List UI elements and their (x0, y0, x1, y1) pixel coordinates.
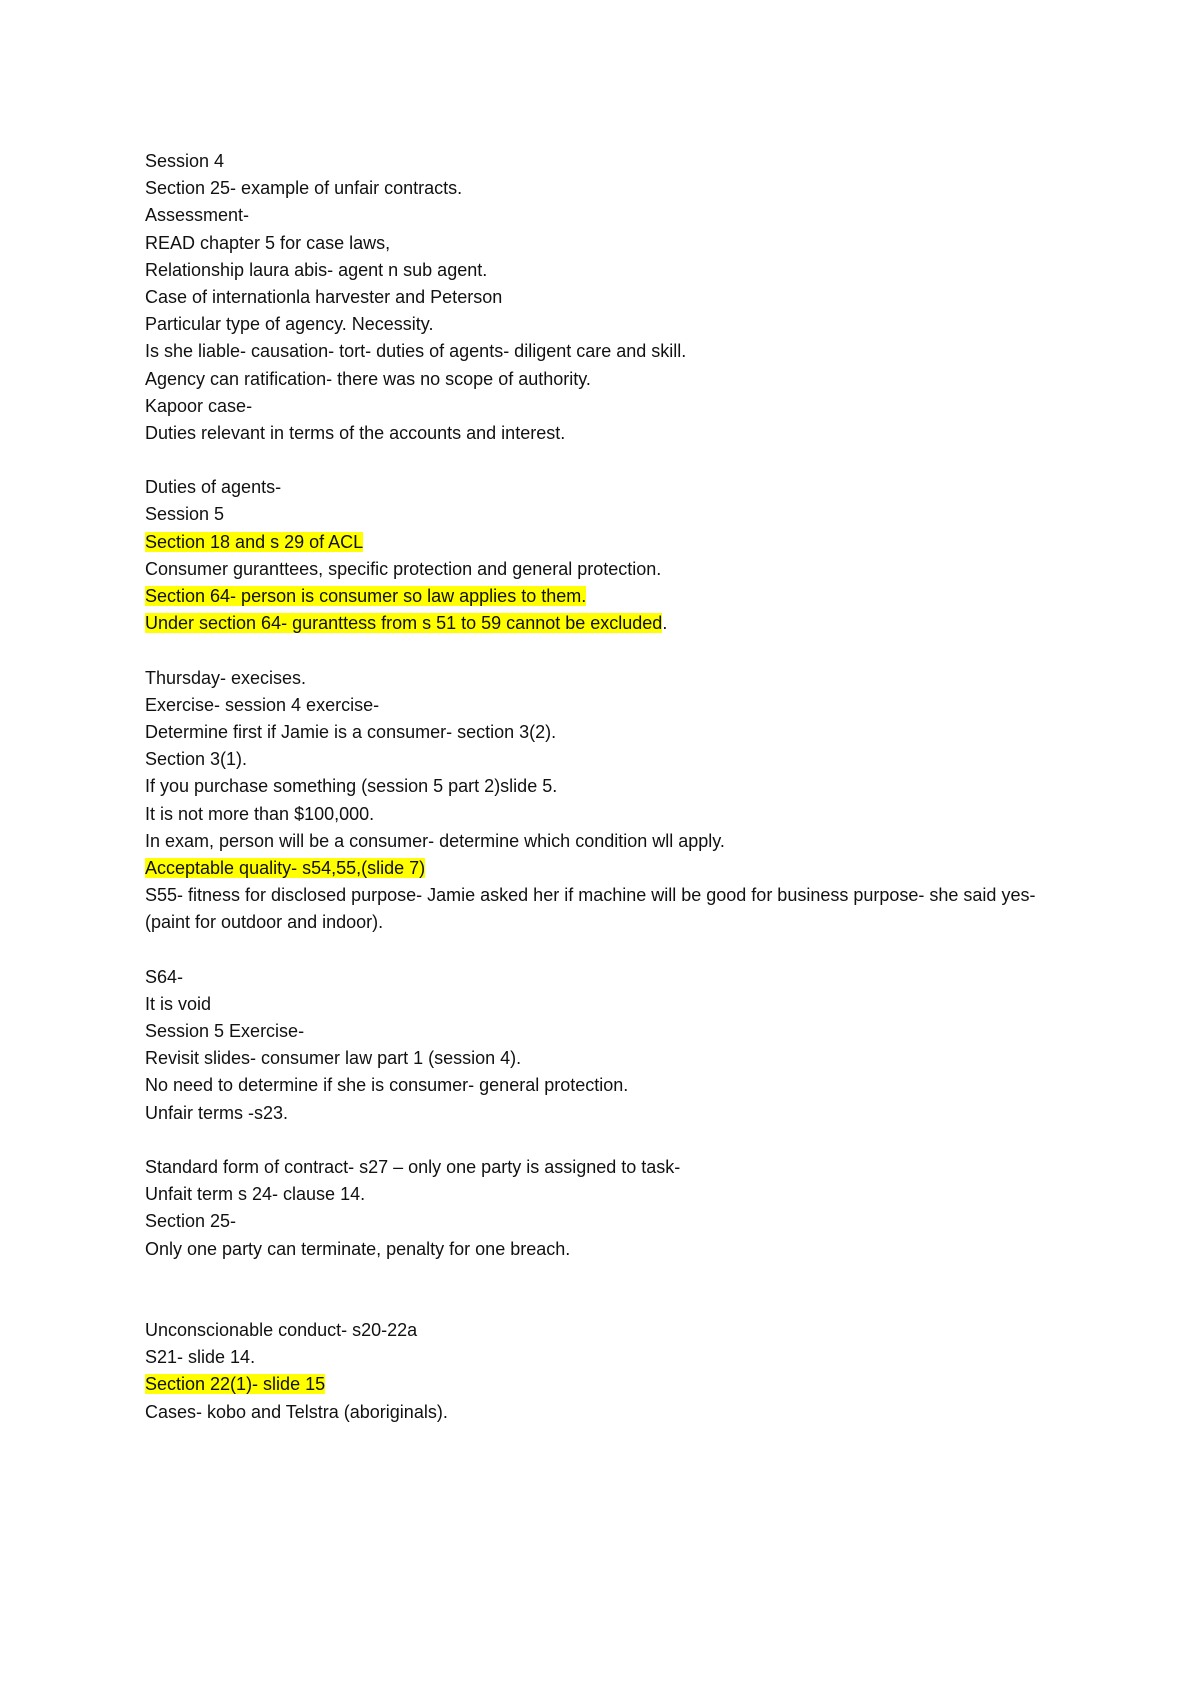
text-line: Kapoor case- (145, 395, 253, 416)
text-line: Duties of agents- (145, 477, 282, 498)
blank-line (145, 447, 1075, 474)
text-line: Is she liable- causation- tort- duties of agents- diligent care and skill. (145, 341, 687, 362)
highlighted-line (145, 855, 1075, 882)
highlight: Under section 64- guranttess from s 51 to 59 cannot be excluded (145, 613, 663, 634)
text-line: Standard form of contract- s27 – only one party is assigned to task- (145, 1156, 681, 1177)
text-line: Unfait term s 24- clause 14. (145, 1184, 366, 1205)
blank-line (145, 637, 1075, 664)
highlighted-line (145, 583, 1075, 610)
text-line: S21- slide 14. (145, 1347, 256, 1368)
document-body (145, 148, 1075, 1426)
text-line: Relationship laura abis- agent n sub agent. (145, 259, 488, 280)
text-line: Unconscionable conduct- s20-22a (145, 1320, 418, 1341)
blank-line (145, 936, 1075, 963)
highlight: Section 64- person is consumer so law applies to them. (145, 586, 587, 606)
highlighted-line (145, 529, 1075, 556)
text-line: Unfair terms -s23. (145, 1102, 289, 1123)
highlight: Section 22(1)- slide 15 (145, 1374, 326, 1395)
text-line: Exercise- session 4 exercise- (145, 694, 380, 715)
text-line: Session 5 (145, 504, 225, 525)
text-line: Case of internationla harvester and Peterson (145, 286, 503, 307)
text-line: Determine first if Jamie is a consumer- section 3(2). (145, 721, 557, 742)
text-line: Duties relevant in terms of the accounts and interest. (145, 422, 566, 443)
text-line: Particular type of agency. Necessity. (145, 314, 434, 335)
trailing-period: . (662, 613, 668, 634)
text-line: Thursday- execises. (145, 667, 307, 688)
text-line: Agency can ratification- there was no scope of authority. (145, 368, 591, 389)
blank-line (145, 1263, 1075, 1317)
text-line: S55- fitness for disclosed purpose- Jamie asked her if machine will be good for business purpose- she said yes- (paint for outdoor and indoor). (145, 885, 1036, 933)
text-line: Session 4 (145, 151, 225, 171)
blank-line (145, 1127, 1075, 1154)
text-line: Revisit slides- consumer law part 1 (session 4). (145, 1048, 522, 1069)
highlighted-line (145, 1371, 1075, 1398)
text-line: In exam, person will be a consumer- determine which condition wll apply. (145, 830, 725, 851)
text-line: Cases- kobo and Telstra (aboriginals). (145, 1401, 448, 1422)
text-line: S64- (145, 966, 184, 987)
text-line: Assessment- (145, 205, 250, 226)
highlighted-line (145, 610, 1075, 637)
text-line: Only one party can terminate, penalty for one breach. (145, 1238, 571, 1259)
text-line: If you purchase something (session 5 part 2)slide 5. (145, 776, 558, 797)
text-line: Section 3(1). (145, 749, 248, 770)
highlight: Acceptable quality- s54,55,(slide 7) (145, 857, 426, 878)
highlight: Section 18 and s 29 of ACL (145, 531, 364, 552)
text-line: READ chapter 5 for case laws, (145, 232, 391, 253)
text-line: It is not more than $100,000. (145, 803, 375, 824)
text-line: No need to determine if she is consumer- general protection. (145, 1075, 629, 1096)
text-line: It is void (145, 993, 212, 1014)
text-line: Section 25- example of unfair contracts. (145, 178, 463, 199)
text-line: Section 25- (145, 1211, 237, 1232)
text-line: Consumer guranttees, specific protection and general protection. (145, 558, 662, 579)
text-line: Session 5 Exercise- (145, 1021, 305, 1042)
